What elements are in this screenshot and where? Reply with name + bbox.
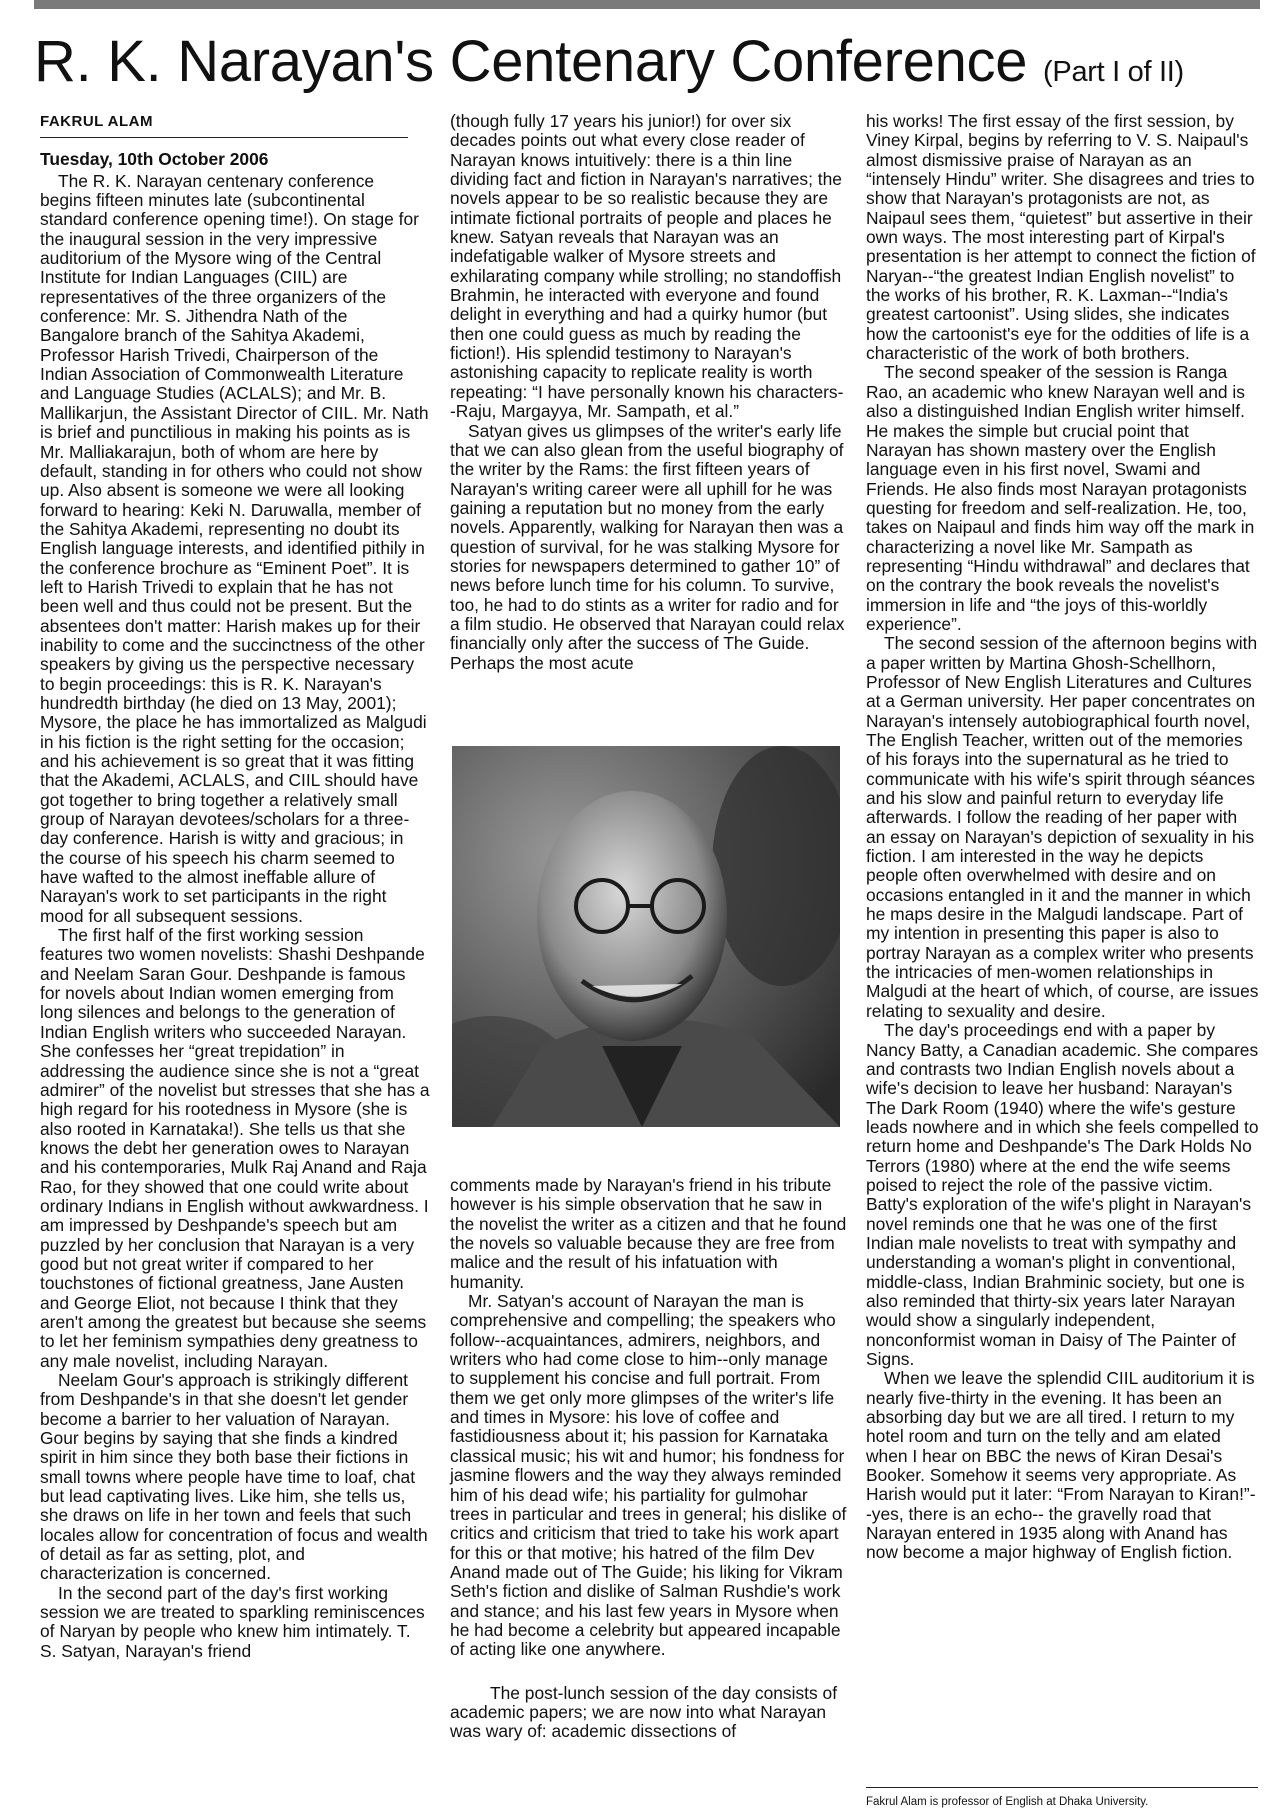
paragraph: his works! The first essay of the first session, by Viney Kirpal, begins by referring to V. S. Naipaul's almost dismissive praise of Narayan as an “intensely Hindu” writer. She disagrees and tries to show that Narayan's protagonists are not, as Naipaul sees them, “quietest” but assertive in their own ways. The most interesting part of Kirpal's presentation is her attempt to connect the fiction of Naryan--“the greatest Indian English novelist” to the works of his brother, R. K. Laxman--“India's greatest cartoonist”. Using slides, she indicates how the cartoonist's eye for the oddities of life is a characteristic of the work of both brothers. — [866, 111, 1256, 364]
paragraph: The post-lunch session of the day consists of academic papers; we are now into what Narayan was wary of: academic dissections of — [450, 1682, 838, 1742]
paragraph: In the second part of the day's first working session we are treated to sparkling reminiscences of Naryan by people who knew him intimately. T. S. Satyan, Narayan's friend — [40, 1582, 425, 1661]
article-column-2 — [450, 112, 847, 673]
paragraph: comments made by Narayan's friend in his tribute however is his simple observation that he saw in the novelist the writer as a citizen and that he found the novels so valuable because they are free from malice and the result of his infatuation with humanity. — [450, 1175, 847, 1292]
article-column-2-lower — [450, 1176, 847, 1742]
page-title — [34, 30, 1264, 104]
paragraph: Mr. Satyan's account of Narayan the man is comprehensive and compelling; the speakers who follow--acquaintances, admirers, neighbors, and writers who had come close to him--only manage to supplement his concise and full portrait. From them we get only more glimpses of the writer's life and times in Mysore: his love of coffee and fastidiousness about it; his passion for Karnataka classical music; his wit and humor; his fondness for jasmine flowers and the way they always reminded him of his dead wife; his partiality for gulmohar trees in particular and trees in general; his dislike of critics and criticism that tried to take his work apart for this or that motive; his hatred of the film Dev Anand made out of The Guide; his liking for Vikram Seth's fiction and dislike of Salman Rushdie's work and stance; and his last few years in Mysore when he had become a celebrity but appeared incapable of acting like one anywhere. — [450, 1291, 847, 1660]
footnote-rule — [866, 1787, 1258, 1788]
paragraph: Satyan gives us glimpses of the writer's early life that we can also glean from the useful biography of the writer by the Rams: the first fifteen years of Narayan's writing career were all uphill for he was gaining a reputation but no money from the early novels. Apparently, walking for Narayan then was a question of survival, for he was stalking Mysore for stories for newspapers determined to gather 10” of news before lunch time for his column. To survive, too, he had to do stints as a writer for radio and for a film studio. He observed that Narayan could relax financially only after the success of The Guide. Perhaps the most acute — [450, 420, 845, 673]
paragraph: The R. K. Narayan centenary conference begins fifteen minutes late (subcontinental standard conference opening time!). On stage for the inaugural session in the very impressive auditorium of the Mysore wing of the Central Institute for Indian Languages (CIIL) are representatives of the three organizers of the conference: Mr. S. Jithendra Nath of the Bangalore branch of the Sahitya Akademi, Professor Harish Trivedi, Chairperson of the Indian Association of Commonwealth Literature and Language Studies (ACLALS); and Mr. B. Mallikarjun, the Assistant Director of CIIL. Mr. Nath is brief and punctilious in making his points as is Mr. Malliakarajun, both of whom are here by default, standing in for others who could not show up. Also absent is someone we were all looking forward to hearing: Keki N. Daruwalla, member of the Sahitya Akademi, representing no doubt its English language interests, and identified pithily in the conference brochure as “Eminent Poet”. It is left to Harish Trivedi to explain that he has not been well and thus could not be present. But the absentees don't matter: Harish makes up for their inability to come and the succinctness of the other speakers by giving us the perspective necessary to begin proceedings: this is R. K. Narayan's hundredth birthday (he died on 13 May, 2001); Mysore, the place he has immortalized as Malgudi in his fiction is the right setting for the occasion; and his achievement is so great that it was fitting that the Akademi, ACLALS, and CIIL should have got together to bring together a relatively small group of Narayan devotees/scholars for a three-day conference. Harish is witty and gracious; in the course of his speech his charm seemed to have wafted to the almost ineffable allure of Narayan's work to set participants in the right mood for all subsequent sessions. — [40, 170, 429, 926]
portrait-photo-icon — [452, 746, 840, 1127]
author-byline: FAKRUL ALAM — [40, 112, 408, 138]
paragraph: The second speaker of the session is Ranga Rao, an academic who knew Narayan well and is also a distinguished Indian English writer himself. He makes the simple but crucial point that Narayan has shown mastery over the English language even in his first novel, Swami and Friends. He also finds most Narayan protagonists questing for freedom and self-realization. He, too, takes on Naipaul and finds him way off the mark in characterizing a novel like Mr. Sampath as representing “Hindu withdrawal” and declares that on the contrary the book reveals the novelist's immersion in life and “the joys of this-worldly experience”. — [866, 362, 1255, 634]
article-column-3 — [866, 112, 1259, 1563]
paragraph: The day's proceedings end with a paper by Nancy Batty, a Canadian academic. She compares and contrasts two Indian English novels about a wife's decision to leave her husband: Narayan's The Dark Room (1940) where the wife's gesture leads nowhere and in which she feels compelled to return home and Deshpande's The Dark Holds No Terrors (1980) where at the end the wife seems poised to reject the role of the passive victim. Batty's exploration of the wife's plight in Narayan's novel reminds one that he was one of the first Indian male novelists to treat with sympathy and understanding a woman's plight in conventional, middle-class, Indian Brahminic society, but one is also reminded that thirty-six years later Narayan would show a singularly independent, nonconformist woman in Daisy of The Painter of Signs. — [866, 1020, 1259, 1369]
paragraph: The first half of the first working session features two women novelists: Shashi Deshpande and Neelam Saran Gour. Deshpande is famous for novels about Indian women emerging from long silences and belongs to the generation of Indian English writers who succeeded Narayan. She confesses her “great trepidation” in addressing the audience since she is not a “great admirer” of the novelist but stresses that she has a high regard for his rootedness in Mysore (she is also rooted in Karnataka!). She tells us that she knows the debt her generation owes to Narayan and his contemporaries, Mulk Raj Anand and Raja Rao, for they showed that one could write about ordinary Indians in English without awkwardness. I am impressed by Deshpande's speech but am puzzled by her conclusion that Narayan is a very good but not great writer if compared to her touchstones of fictional greatness, Jane Austen and George Eliot, not because I think that they aren't among the greatest but because she seems to let her feminism sympathies deny greatness to any male novelist, including Narayan. — [40, 925, 430, 1371]
title-main: R. K. Narayan's Centenary Conference — [34, 29, 1028, 94]
paragraph: When we leave the splendid CIIL auditorium it is nearly five-thirty in the evening. It has been an absorbing day but we are all tired. I return to my hotel room and turn on the telly and am elated when I hear on BBC the news of Kiran Desai's Booker. Somehow it seems very appropriate. As Harish would put it later: “From Narayan to Kiran!”--yes, there is an echo-- the gravelly road that Narayan entered in 1935 along with Anand has now become a major highway of English fiction. — [866, 1368, 1256, 1563]
article-date: Tuesday, 10th October 2006 — [40, 149, 269, 170]
top-rule — [34, 0, 1260, 9]
paragraph: Neelam Gour's approach is strikingly different from Deshpande's in that she doesn't let gender become a barrier to her valuation of Narayan. Gour begins by saying that she finds a kindred spirit in him since they both base their fictions in small towns where people have time to loaf, chat but lead captivating lives. Like him, she tells us, she draws on life in her town and feels that such locales allow for concentration of focus and wealth of detail as far as setting, plot, and characterization is concerned. — [40, 1370, 428, 1584]
article-column-1 — [40, 112, 430, 1661]
title-part: (Part I of II) — [1043, 56, 1184, 88]
paragraph: The second session of the afternoon begins with a paper written by Martina Ghosh-Schellhorn, Professor of New English Literatures and Cultures at a German university. Her paper concentrates on Narayan's intensely autobiographical fourth novel, The English Teacher, written out of the memories of his forays into the supernatural as he tried to communicate with his wife's spirit through séances and his slow and painful return to everyday life afterwards. I follow the reading of her paper with an essay on Narayan's depiction of sexuality in his fiction. I am interested in the way he depicts people often overwhelmed with desire and on occasions entangled in it and the manner in which he maps desire in the Malgudi landscape. Part of my intention in presenting this paper is also to portray Narayan as a complex writer who presents the intricacies of men-women relationships in Malgudi at the heart of which, of course, are issues relating to sexuality and desire. — [866, 633, 1259, 1021]
paragraph-gap — [450, 1660, 847, 1684]
paragraph: (though fully 17 years his junior!) for over six decades points out what every close reader of Narayan knows intuitively: there is a thin line dividing fact and fiction in Narayan's narratives; the novels appear to be so realistic because they are intimate fictional portraits of people and places he knew. Satyan reveals that Narayan was an indefatigable walker of Mysore streets and exhilarating company while strolling; no standoffish Brahmin, he interacted with everyone and found delight in everything and had a quirky humor (but then one could guess as much by reading the fiction!). His splendid testimony to Narayan's astonishing capacity to replicate reality is worth repeating: “I have personally known his characters--Raju, Margayya, Mr. Sampath, et al.” — [450, 111, 844, 422]
author-footnote: Fakrul Alam is professor of English at Dhaka University. — [866, 1796, 1149, 1808]
portrait-photo — [452, 746, 840, 1127]
